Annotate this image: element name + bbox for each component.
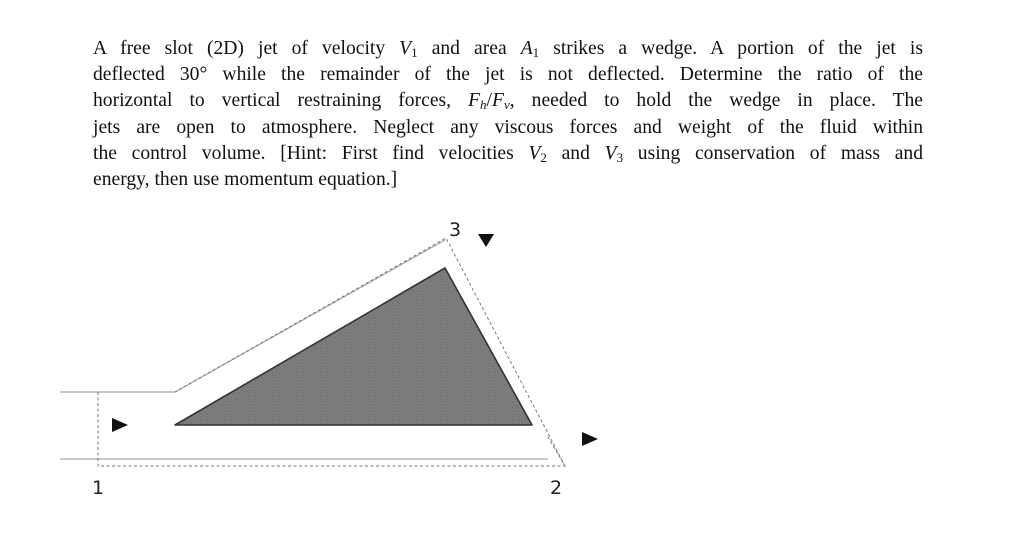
- problem-line-5: the control volume. [Hint: First find velocities $V_2$ and $V_3$ using conservation of mass and: [93, 142, 923, 165]
- problem-line-2: deflected 30° while the remainder of the jet is not deflected. Determine the ratio of the: [93, 64, 923, 86]
- problem-line-3: horizontal to vertical restraining forces, $F_h/F_v$, needed to hold the wedge in place. The: [93, 90, 924, 113]
- section-label-2: 2: [549, 477, 563, 499]
- outlet-flow-arrow: [582, 432, 598, 446]
- section-label-3: 3: [448, 219, 462, 241]
- inlet-flow-arrow: [112, 418, 128, 432]
- problem-line-6: energy, then use momentum equation.]: [93, 169, 398, 191]
- deflected-flow-arrow: [478, 234, 494, 247]
- problem-line-4: jets are open to atmosphere. Neglect any viscous forces and weight of the fluid within: [93, 116, 923, 138]
- section-label-1: 1: [91, 477, 105, 499]
- problem-line-1: A free slot (2D) jet of velocity $V_1$ and area $A_1$ strikes a wedge. A portion of the jet is: [93, 38, 923, 60]
